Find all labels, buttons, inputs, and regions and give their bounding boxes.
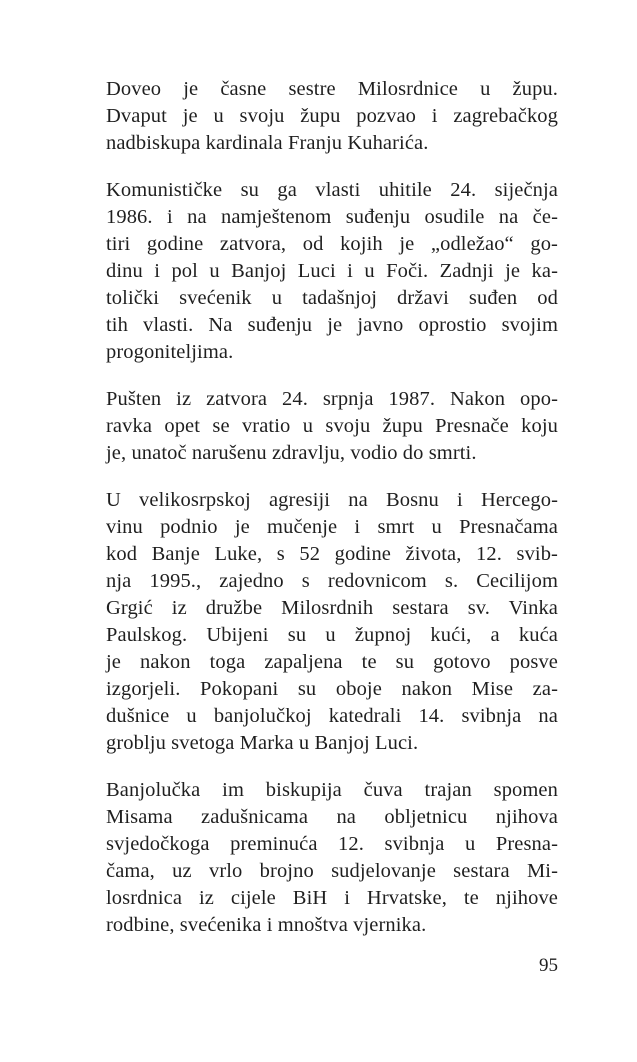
- text-line: tiri godine zatvora, od kojih je „odležao“ go-: [106, 233, 558, 255]
- text-line: losrdnica iz cijele BiH i Hrvatske, te njihove: [106, 887, 558, 909]
- text-line: dinu i pol u Banjoj Luci i u Foči. Zadnji je ka-: [106, 260, 558, 282]
- text-line: dušnice u banjolučkoj katedrali 14. svibnja na: [106, 705, 558, 727]
- text-line: U velikosrpskoj agresiji na Bosnu i Hercego-: [106, 489, 558, 511]
- paragraph-1: [106, 76, 558, 157]
- text-line: je nakon toga zapaljena te su gotovo posve: [106, 651, 558, 673]
- text-line: Banjolučka im biskupija čuva trajan spomen: [106, 779, 558, 801]
- paragraph-5: [106, 777, 558, 939]
- text-line: nadbiskupa kardinala Franju Kuharića.: [106, 132, 429, 154]
- text-line: tih vlasti. Na suđenju je javno oprostio svojim: [106, 314, 558, 336]
- text-line: Doveo je časne sestre Milosrdnice u župu.: [106, 78, 558, 100]
- text-line: Grgić iz družbe Milosrdnih sestara sv. Vinka: [106, 597, 558, 619]
- paragraph-3: [106, 386, 558, 467]
- text-line: groblju svetoga Marka u Banjoj Luci.: [106, 732, 419, 754]
- text-line: izgorjeli. Pokopani su oboje nakon Mise za-: [106, 678, 558, 700]
- paragraph-4: [106, 487, 558, 757]
- text-line: tolički svećenik u tadašnjoj državi suđen od: [106, 287, 558, 309]
- text-line: svjedočkoga preminuća 12. svibnja u Presna-: [106, 833, 558, 855]
- text-line: Misama zadušnicama na obljetnicu njihova: [106, 806, 558, 828]
- text-block: [106, 76, 558, 959]
- text-line: 1986. i na namještenom suđenju osudile na če-: [106, 206, 558, 228]
- text-line: Dvaput je u svoju župu pozvao i zagrebačkog: [106, 105, 558, 127]
- text-line: čama, uz vrlo brojno sudjelovanje sestara Mi-: [106, 860, 558, 882]
- text-line: Pušten iz zatvora 24. srpnja 1987. Nakon opo-: [106, 388, 558, 410]
- text-line: kod Banje Luke, s 52 godine života, 12. svib-: [106, 543, 558, 565]
- page-number: 95: [539, 955, 558, 976]
- text-line: vinu podnio je mučenje i smrt u Presnačama: [106, 516, 558, 538]
- text-line: Paulskog. Ubijeni su u župnoj kući, a kuća: [106, 624, 558, 646]
- text-line: ravka opet se vratio u svoju župu Presnače koju: [106, 415, 558, 437]
- text-line: rodbine, svećenika i mnoštva vjernika.: [106, 914, 427, 936]
- text-line: progoniteljima.: [106, 341, 234, 363]
- text-line: nja 1995., zajedno s redovnicom s. Cecilijom: [106, 570, 558, 592]
- text-line: Komunističke su ga vlasti uhitile 24. siječnja: [106, 179, 558, 201]
- paragraph-2: [106, 177, 558, 366]
- text-line: je, unatoč narušenu zdravlju, vodio do smrti.: [106, 442, 477, 464]
